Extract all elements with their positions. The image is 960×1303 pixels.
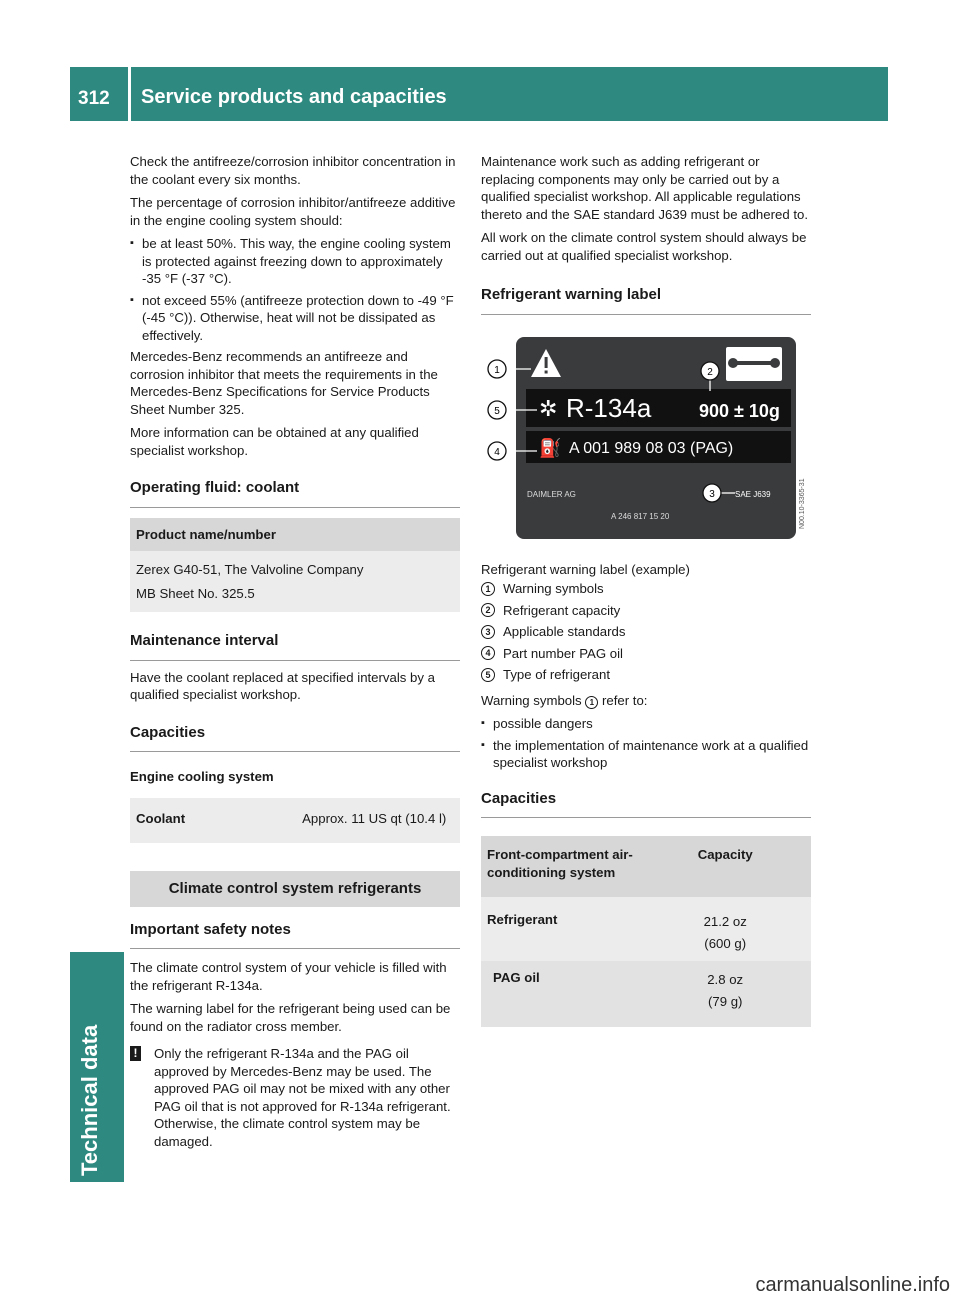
paragraph: The percentage of corrosion inhibitor/antifreeze additive in the engine cooling system should: [130,195,456,228]
table-cell [639,897,811,961]
gear-icon: ✲ [539,396,558,422]
refrigerant-capacity: 900 ± 10g [699,400,780,421]
value-line: 2.8 oz [707,972,744,987]
section-heading-capacities-right: Capacities [481,789,557,807]
callout-4-num: 4 [494,446,500,458]
exclamation-icon: ! [130,1046,141,1061]
value-line: 21.2 oz [703,914,747,929]
callout-1-num: 1 [494,364,500,376]
legend-item [481,645,811,663]
paragraph: Maintenance work such as adding refrigerant or replacing components may only be carried out by a qualified specialist workshop. All applicable regulations thereto and the SAE standard J639 must be adhered to. [481,154,808,222]
paragraph: Have the coolant replaced at specified intervals by a qualified specialist workshop. [130,669,435,702]
warning-note [130,1045,460,1150]
table-cell: PAG oil [481,961,639,1027]
callout-5-num: 5 [494,405,500,417]
subheading-engine-cooling: Engine cooling system [130,769,274,784]
refrigerant-label-figure [481,329,811,557]
text-span: Warning symbols [481,692,582,708]
table-cell: Refrigerant [481,897,639,961]
legend-text: Applicable standards [503,624,626,639]
page-number: 312 [78,88,110,109]
legend-text: Part number PAG oil [503,645,623,661]
text-span: refer to: [602,692,648,708]
table-header: Product name/number [130,518,460,552]
callout-2-num: 2 [707,366,713,378]
section-heading-operating-fluid: Operating fluid: coolant [130,479,460,508]
table-cell: Coolant [130,798,288,844]
callout-3-num: 3 [709,488,715,500]
side-tab-label: Technical data [77,1024,102,1176]
coolant-table [130,798,460,844]
paragraph: All work on the climate control system should always be carried out at qualified specialist workshop. [481,230,807,263]
legend-text: Refrigerant capacity [503,602,621,618]
table-header: Capacity [639,836,811,897]
callout-icon: 1 [585,696,598,709]
legend-item [481,602,811,620]
table-header: Front-compartment air-conditioning system [481,836,639,897]
section-heading-maintenance: Maintenance interval [130,632,460,661]
sae-text: SAE J639 [735,489,771,499]
bullet-item: ▪ the implementation of maintenance work at a qualified specialist workshop [481,737,811,772]
left-column [130,153,460,1150]
paragraph: Mercedes-Benz recommends an antifreeze and corrosion inhibitor that meets the requirements in the Mercedes-Benz Specifications for Service Products Sheet Number 325. [130,349,438,417]
figure-caption: Refrigerant warning label (example) [481,561,690,577]
label-part-number: A 246 817 15 20 [611,511,670,521]
callout-icon: 2 [481,603,495,617]
table-cell: Approx. 11 US qt (10.4 l) [288,798,460,844]
legend-text: Warning symbols [503,581,604,596]
paragraph: More information can be obtained at any qualified specialist workshop. [130,425,419,458]
paragraph: The climate control system of your vehicle is filled with the refrigerant R-134a. [130,960,447,993]
header-divider [128,67,131,121]
paragraph: Check the antifreeze/corrosion inhibitor concentration in the coolant every six months. [130,154,456,187]
warning-text: Only the refrigerant R-134a and the PAG oil approved by Mercedes-Benz may be used. The approved PAG oil may not be mixed with any other PAG oil that is not approved for R-134a refrigerant. Otherwise, the climate control system may be damaged. [154,1046,451,1149]
callout-icon: 1 [481,582,495,596]
right-column [481,153,811,1027]
bullet-item: ▪ possible dangers [481,715,811,733]
refrigerant-label-illustration [481,329,811,557]
figure-code: N00.10-3365-31 [799,477,806,529]
callout-icon: 3 [481,625,495,639]
bullet-item: ▪ not exceed 55% (antifreeze protection down to -49 °F (-45 °C)). Otherwise, heat will not be dissipated as effectively. [130,292,460,345]
section-heading-safety: Important safety notes [130,921,460,950]
bullet-item: ▪ be at least 50%. This way, the engine cooling system is protected against freezing down to approximately -35 °F (-37 °C). [130,235,460,288]
legend-item [481,580,811,598]
callout-icon: 5 [481,668,495,682]
value-line: (600 g) [704,936,747,951]
maker-text: DAIMLER AG [527,489,576,499]
legend-item [481,666,811,684]
section-heading-warning-label: Refrigerant warning label [481,286,811,315]
page-title: Service products and capacities [141,86,447,108]
pag-part-number: A 001 989 08 03 (PAG) [569,439,734,457]
legend-text: Type of refrigerant [503,667,611,682]
section-heading-capacities: Capacities [130,723,206,741]
callout-icon: 4 [481,646,495,660]
paragraph [481,692,811,710]
oil-can-icon: ⛽ [539,437,562,459]
table-cell [639,961,811,1027]
section-bar-climate: Climate control system refrigerants [130,871,460,907]
value-line: (79 g) [707,994,743,1009]
refrigerant-type: R-134a [566,392,652,423]
watermark-link[interactable]: carmanualsonline.info [755,1274,950,1296]
table-cell: MB Sheet No. 325.5 [130,581,460,613]
product-table [130,518,460,613]
refrigerant-capacity-table [481,836,811,1027]
paragraph: The warning label for the refrigerant being used can be found on the radiator cross member. [130,1001,451,1034]
table-cell: Zerex G40-51, The Valvoline Company [130,551,460,581]
legend-item [481,623,811,641]
